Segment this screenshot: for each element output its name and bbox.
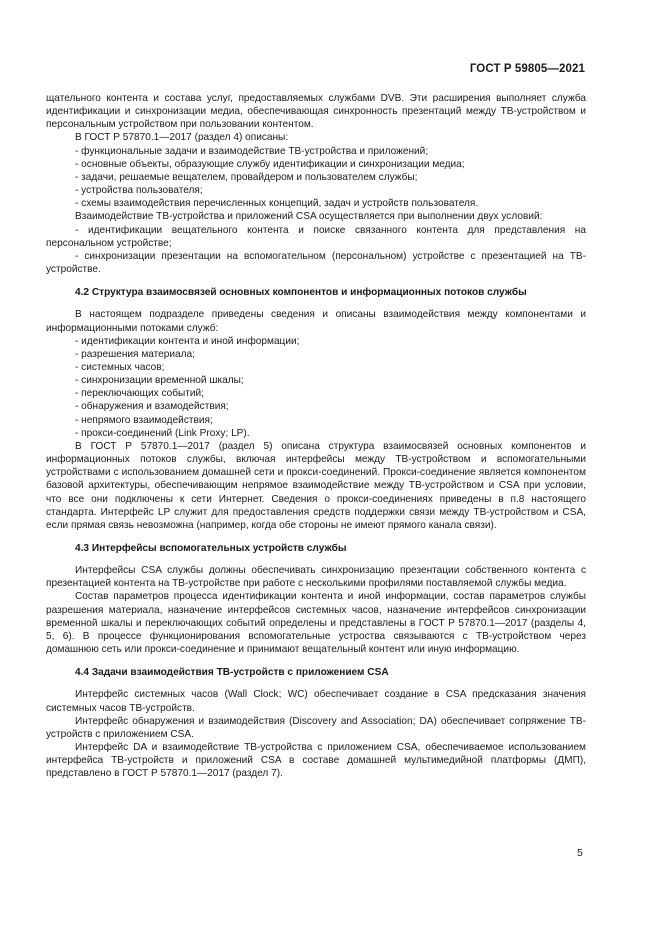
list-item: - системных часов; [75, 361, 165, 373]
paragraph: Интерфейс обнаружения и взаимодействия (Discovery and Association; DA) обеспечивает сопряжение ТВ-устройств с приложением CSA. [46, 715, 586, 740]
list-item: - основные объекты, образующие службу идентификации и синхронизации медиа; [75, 158, 465, 170]
list-item: - переключающих событий; [75, 388, 204, 400]
page-number: 5 [577, 847, 583, 859]
list-item: - непрямого взаимодействия; [75, 414, 213, 426]
list-item: - синхронизации презентации на вспомогательном (персональном) устройстве с презентацией на ТВ-устройстве. [46, 250, 586, 276]
section-heading: 4.4 Задачи взаимодействия ТВ-устройств с приложением CSA [75, 667, 389, 679]
standard-header: ГОСТ Р 59805—2021 [469, 63, 585, 75]
paragraph: Интерфейс системных часов (Wall Clock; WC) обеспечивает создание в CSA предсказания значения системных часов ТВ-устройств. [46, 689, 586, 714]
paragraph: Интерфейсы CSA службы должны обеспечивать синхронизацию презентации собственного контента с презентацией контента на ТВ-устройстве при работе с несколькими профилями поставляемой службы медиа. [46, 565, 586, 590]
section-heading: 4.2 Структура взаимосвязей основных компонентов и информационных потоков службы [75, 287, 527, 299]
list-item: - идентификации контента и иной информации; [75, 335, 300, 347]
paragraph: щательного контента и состава услуг, предоставляемых службами DVB. Эти расширения выполняет служба идентификации и синхронизации медиа, обеспечивающая синхронность презентаций между ТВ-устройством и персональным устройством при пользовании контентом. [46, 93, 586, 131]
list-item: - задачи, решаемые вещателем, провайдером и пользователем службы; [75, 171, 418, 183]
list-item: - схемы взаимодействия перечисленных концепций, задач и устройств пользователя. [75, 198, 479, 210]
list-item: - синхронизации временной шкалы; [75, 375, 244, 387]
paragraph: Взаимодействие ТВ-устройства и приложений CSA осуществляется при выполнении двух условий: [75, 211, 543, 223]
list-item: - идентификации вещательного контента и поиске связанного контента для представления на персональном устройстве; [46, 224, 586, 249]
paragraph: Состав параметров процесса идентификации контента и иной информации, состав параметров службы разрешения материала, назначение интерфейсов системных часов, назначение интерфейсов синхронизации временной шкалы и переключающих событий определены и представлены в ГОСТ Р 57870.1—2017 (разделы 4, 5, 6). В процессе функционирования вспомогательные устроства связываются с ТВ-устройством через домашнюю сеть или прокси-соединение и принимают вещательный контент или иную информацию. [46, 591, 586, 656]
paragraph: В ГОСТ Р 57870.1—2017 (раздел 4) описаны: [75, 132, 289, 144]
section-heading: 4.3 Интерфейсы вспомогательных устройств службы [75, 543, 347, 554]
document-body [46, 92, 586, 781]
paragraph: Интерфейс DA и взаимодействие ТВ-устройства с приложением CSA, обеспечиваемое использованием интерфейса ТВ-устройств и приложений CSA в составе домашней мультимедийной платформы (ДМП), представлено в ГОСТ Р 57870.1—2017 (раздел 7). [46, 742, 586, 780]
list-item: - устройства пользователя; [75, 185, 203, 197]
paragraph: В ГОСТ Р 57870.1—2017 (раздел 5) описана структура взаимосвязей основных компонентов и информационных потоков службы, включая интерфейсы между ТВ-устройством и вспомогательными устройствами с использованием домашней сети и прокси-соединений. Прокси-соединение является компонентом базовой архитектуры, обеспечивающим непрямое взаимодействие между ТВ-устройством и CSA при условии, что все они подключены к сети Интернет. Сведения о прокси-соединениях приведены в п.8 настоящего стандарта. Интерфейс LP служит для предоставления средств поддержки связи между ТВ-устройством и CSA, если прямая связь невозможна (например, когда обе стороны не имеют прямого канала связи). [46, 440, 586, 531]
list-item: - разрешения материала; [75, 348, 195, 360]
list-item: - прокси-соединений (Link Proxy; LP). [75, 427, 250, 439]
list-item: - функциональные задачи и взаимодействие ТВ-устройства и приложений; [75, 145, 429, 157]
list-item: - обнаружения и взамодействия; [75, 401, 229, 413]
paragraph: В настоящем подразделе приведены сведения и описаны взаимодействия между компонентами и информационными потоками служб: [46, 309, 586, 334]
